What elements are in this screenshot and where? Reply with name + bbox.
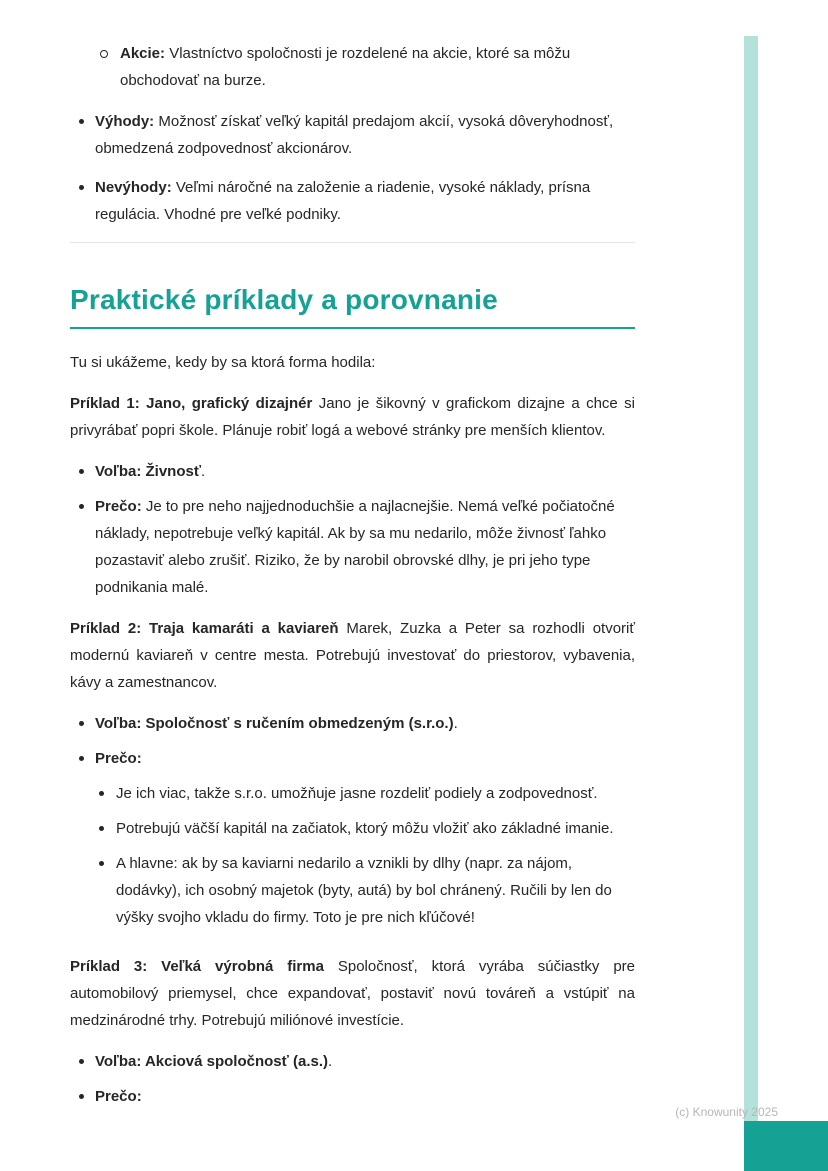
list-item-text bbox=[95, 1048, 635, 1075]
example2-list bbox=[70, 710, 635, 939]
disc-bullet-icon bbox=[99, 791, 104, 796]
disc-bullet-icon bbox=[79, 469, 84, 474]
disc-bullet-icon bbox=[79, 504, 84, 509]
top-nested-list bbox=[100, 40, 635, 94]
circle-bullet-icon bbox=[100, 50, 108, 58]
list-item-label: Akcie: bbox=[120, 45, 166, 62]
list-item-rest: Možnosť získať veľký kapitál predajom akcií, vysoká dôveryhodnosť, obmedzená zodpovednosť akcionárov. bbox=[95, 113, 614, 157]
list-item bbox=[99, 850, 635, 931]
example1-heading: Príklad 1: Jano, grafický dizajnér bbox=[70, 395, 313, 412]
list-item-text: Je ich viac, takže s.r.o. umožňuje jasne rozdeliť podiely a zodpovednosť. bbox=[116, 785, 598, 802]
list-item-label: Voľba: Akciová spoločnosť (a.s.) bbox=[95, 1053, 329, 1070]
example1-paragraph bbox=[70, 390, 635, 444]
list-item-text: Potrebujú väčší kapitál na začiatok, ktorý môžu vložiť ako základné imanie. bbox=[116, 820, 614, 837]
list-item-rest: Je to pre neho najjednoduchšie a najlacnejšie. Nemá veľké počiatočné náklady, nepotrebuje veľký kapitál. Ak by sa mu nedarilo, môže živnosť ľahko pozastaviť alebo zrušiť. Riziko, že by narobil obrovské dlhy, je pri jeho type podnikania malé. bbox=[95, 498, 615, 596]
example2-sub-list bbox=[99, 780, 635, 931]
list-item-text bbox=[95, 108, 635, 162]
example3-list bbox=[70, 1048, 635, 1110]
list-item bbox=[70, 1083, 635, 1110]
disc-bullet-icon bbox=[99, 826, 104, 831]
list-item-rest: . bbox=[328, 1053, 333, 1070]
example2-heading: Príklad 2: Traja kamaráti a kaviareň bbox=[70, 620, 339, 637]
page-side-accent-bar bbox=[744, 36, 758, 1171]
list-item-text bbox=[95, 493, 635, 601]
list-item bbox=[99, 780, 635, 807]
list-item bbox=[70, 745, 635, 939]
example2-body: Marek, Zuzka a Peter sa rozhodli otvoriť modernú kaviareň v centre mesta. Potrebujú investovať do priestorov, vybavenia, kávy a zamestnancov. bbox=[70, 620, 635, 691]
page-content bbox=[70, 40, 635, 1124]
list-item-text bbox=[95, 174, 635, 228]
section-divider bbox=[70, 242, 635, 243]
example3-heading: Príklad 3: Veľká výrobná firma bbox=[70, 958, 324, 975]
list-item-rest: Veľmi náročné na založenie a riadenie, vysoké náklady, prísna regulácia. Vhodné pre veľké podniky. bbox=[95, 179, 591, 223]
example1-list bbox=[70, 458, 635, 601]
disc-bullet-icon bbox=[79, 1094, 84, 1099]
list-item-label: Prečo: bbox=[95, 498, 142, 515]
list-item-rest: . bbox=[201, 463, 206, 480]
top-list bbox=[70, 108, 635, 228]
disc-bullet-icon bbox=[79, 721, 84, 726]
list-item bbox=[70, 1048, 635, 1075]
list-item-label: Prečo: bbox=[95, 1088, 142, 1105]
list-item-text bbox=[95, 1083, 635, 1110]
section-intro: Tu si ukážeme, kedy by sa ktorá forma hodila: bbox=[70, 354, 376, 371]
list-item bbox=[70, 108, 635, 162]
list-item bbox=[70, 710, 635, 737]
list-item bbox=[70, 174, 635, 228]
example3-paragraph bbox=[70, 953, 635, 1034]
list-item-label: Voľba: Živnosť bbox=[95, 463, 202, 480]
example1-body: Jano je šikovný v grafickom dizajne a chce si privyrábať popri škole. Plánuje robiť logá a webové stránky pre menších klientov. bbox=[70, 395, 635, 439]
section-title: Praktické príklady a porovnanie bbox=[70, 283, 635, 329]
list-item-text bbox=[95, 710, 635, 737]
list-item-rest: . bbox=[453, 715, 458, 732]
disc-bullet-icon bbox=[99, 861, 104, 866]
disc-bullet-icon bbox=[79, 1059, 84, 1064]
example2-paragraph bbox=[70, 615, 635, 696]
example3-body: Spoločnosť, ktorá vyrába súčiastky pre automobilový priemysel, chce expandovať, postaviť novú továreň a vstúpiť na medzinárodné trhy. Potrebujú miliónové investície. bbox=[70, 958, 635, 1029]
list-item-label: Výhody: bbox=[95, 113, 155, 130]
disc-bullet-icon bbox=[79, 119, 84, 124]
list-item-text bbox=[95, 745, 635, 939]
list-item-rest: Vlastníctvo spoločnosti je rozdelené na akcie, ktoré sa môžu obchodovať na burze. bbox=[120, 45, 571, 89]
list-item bbox=[70, 458, 635, 485]
list-item bbox=[70, 493, 635, 601]
copyright-credit: (c) Knowunity 2025 bbox=[675, 1105, 778, 1119]
list-item bbox=[100, 40, 635, 94]
page-corner-accent bbox=[744, 1121, 828, 1171]
list-item-label: Voľba: Spoločnosť s ručením obmedzeným (s.r.o.) bbox=[95, 715, 454, 732]
list-item bbox=[99, 815, 635, 842]
list-item-text bbox=[95, 458, 635, 485]
list-item-label: Prečo: bbox=[95, 750, 142, 767]
list-item-label: Nevýhody: bbox=[95, 179, 172, 196]
disc-bullet-icon bbox=[79, 756, 84, 761]
list-item-text bbox=[120, 40, 635, 94]
disc-bullet-icon bbox=[79, 185, 84, 190]
list-item-text: A hlavne: ak by sa kaviarni nedarilo a vznikli by dlhy (napr. za nájom, dodávky), ich osobný majetok (byty, autá) by bol chránený. Ručili by len do výšky svojho vkladu do firmy. Toto je pre nich kľúčové! bbox=[116, 855, 612, 926]
